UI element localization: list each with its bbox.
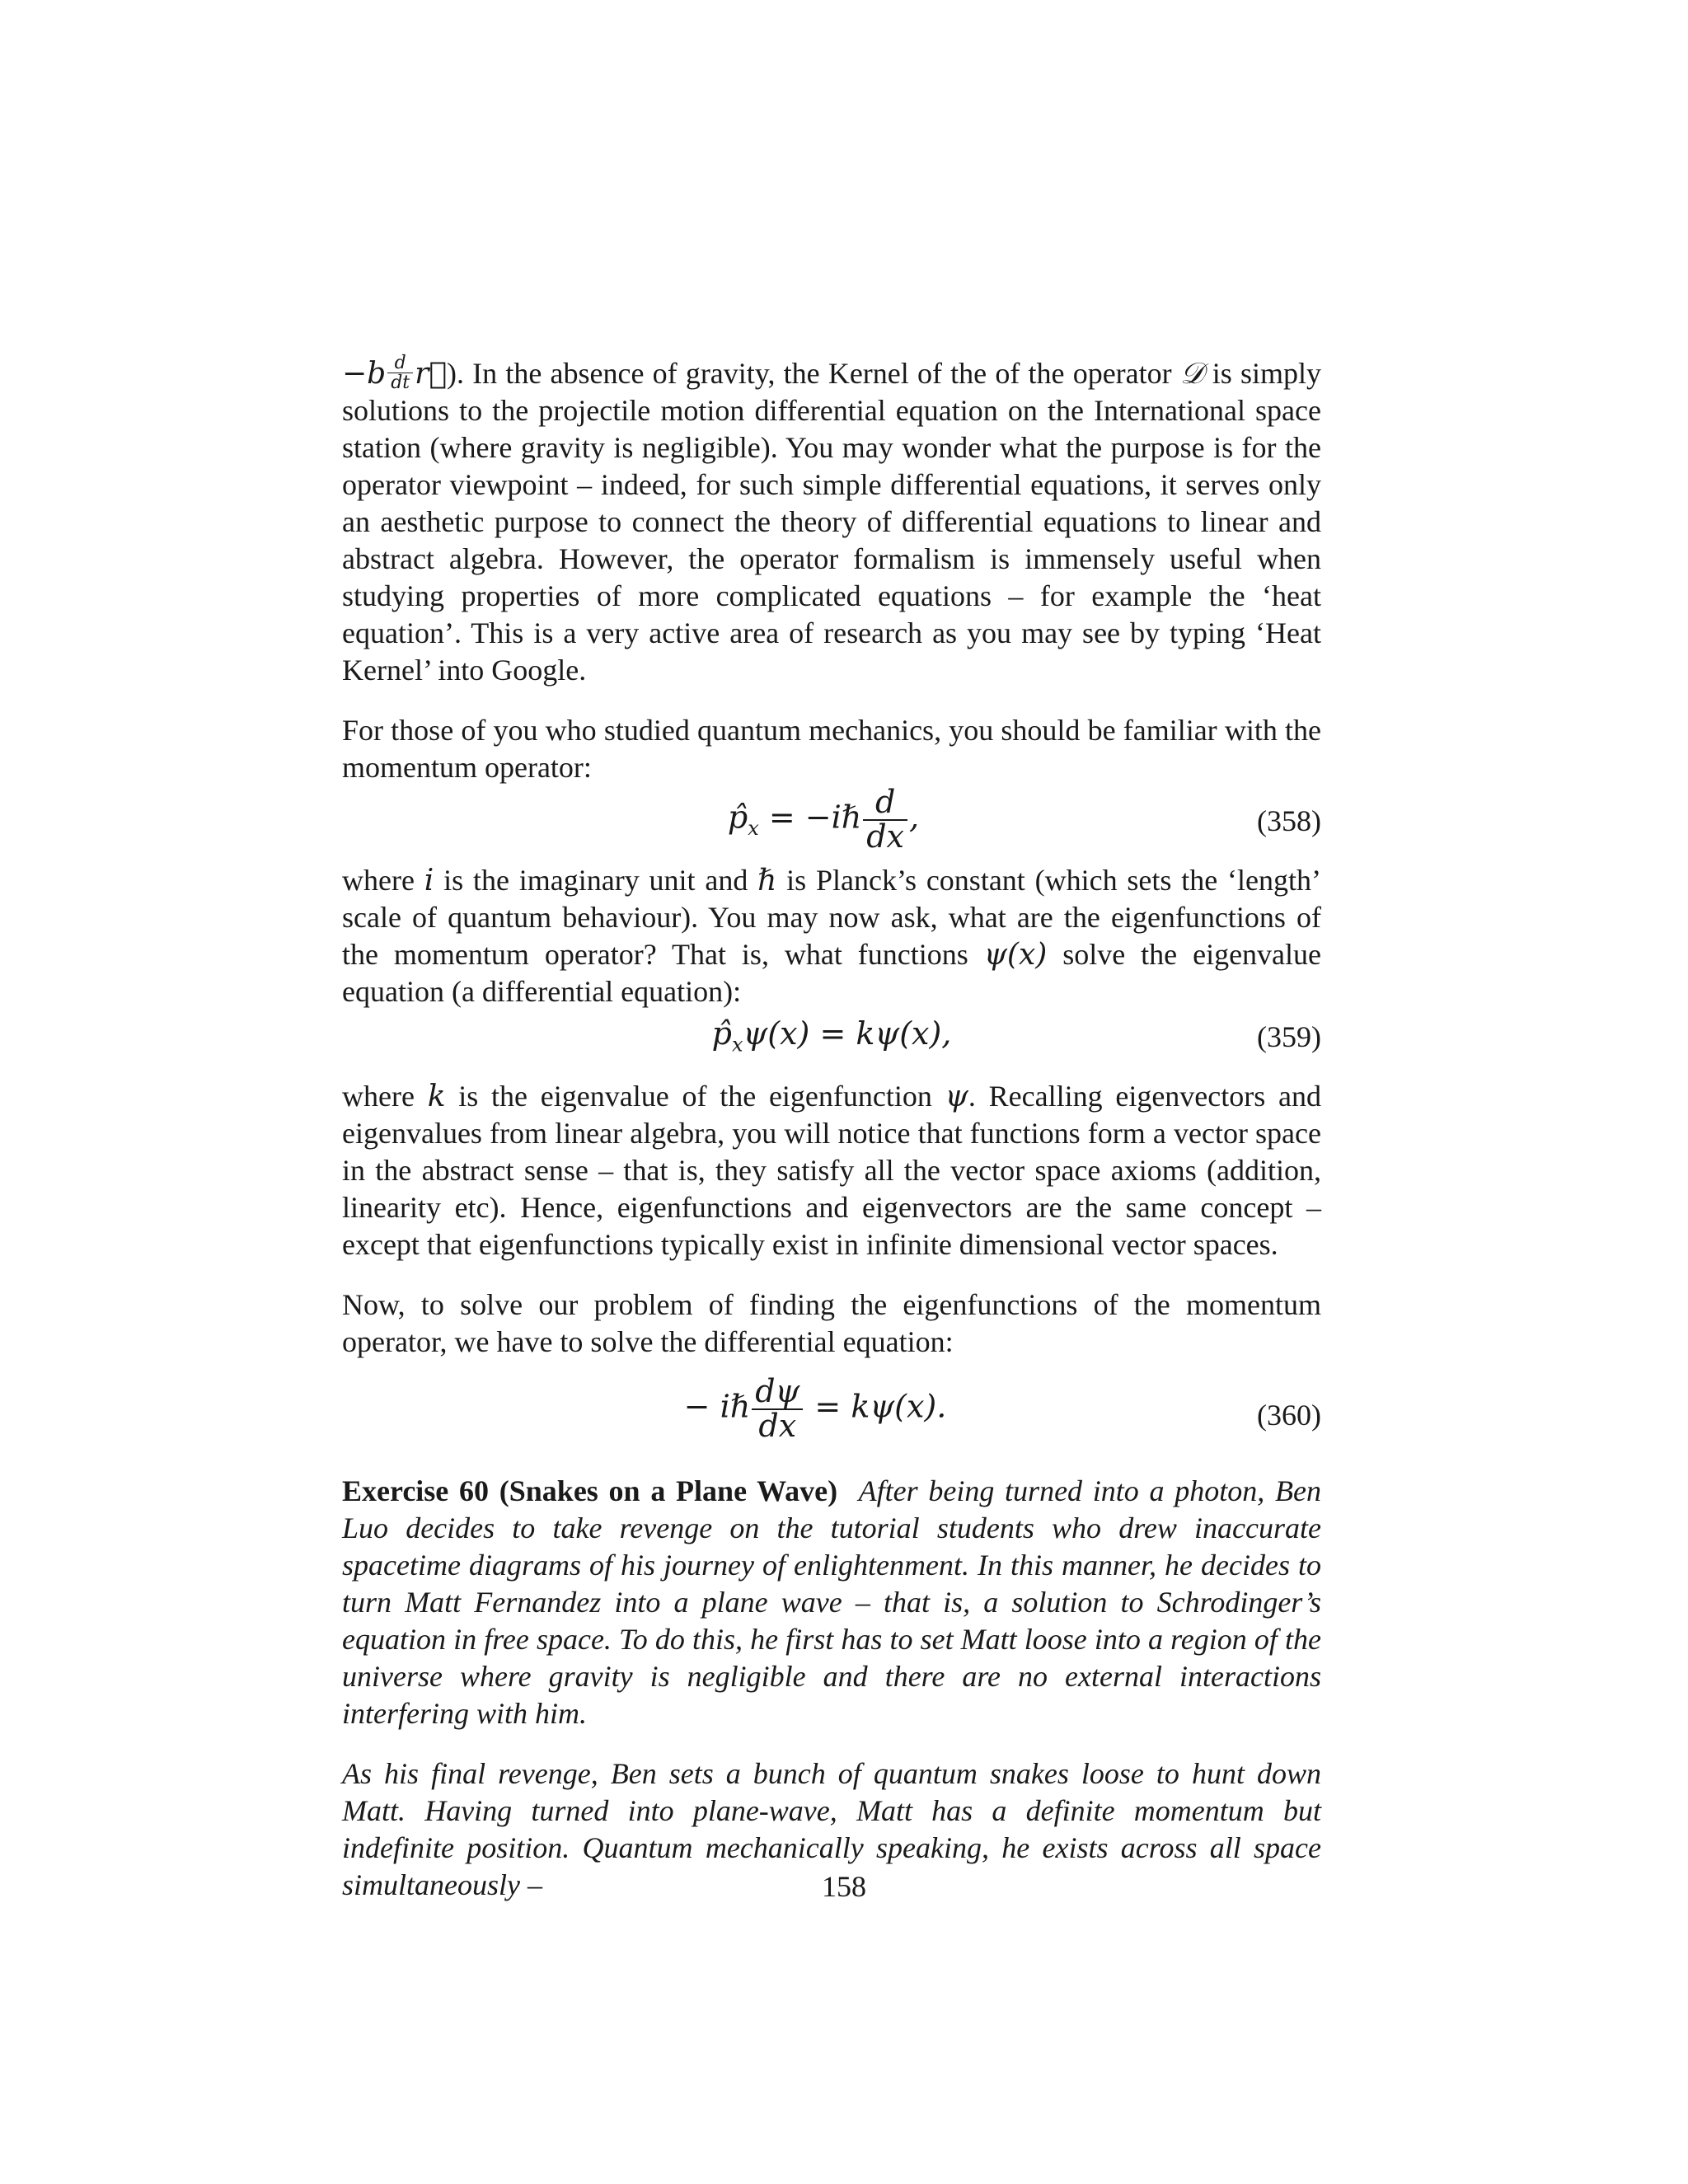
equation-358: $p̂_x$ = −iℏ $\frac{d}{dx}$ , (358) (727, 784, 1321, 855)
math-minus-b: −b (342, 357, 387, 391)
math-operator-D: 𝒟 (1179, 357, 1204, 391)
math-p-hat: p̂ (711, 1015, 732, 1052)
math-fraction-d-dx: $\frac{d}{dx}$ (863, 786, 907, 854)
math-vector-r: r⃗ (415, 357, 447, 391)
paragraph-text: ). In the absence of gravity, the Kernel of the of the operator (446, 357, 1180, 391)
page-content (342, 350, 1321, 1904)
paragraph-text: is simply solutions to the projectile motion differential equation on the International space station (where gravity is negligible). You may wonder what the purpose is for the operator viewpoint – indeed, for such simple differential equations, it serves only an aesthetic purpose to connect the theory of differential equations to linear and abstract algebra. However, the operator formalism is immensely useful when studying properties of more complicated equations – for example the ‘heat equation’. This is a very active area of research as you may see by typing ‘Heat Kernel’ into Google. (342, 357, 1321, 687)
paragraph-eigenfunctions-question: where i is the imaginary unit and ℏ is Planck’s constant (which sets the ‘length’ scale of quantum behaviour). You may now ask, what are the eigenfunctions of the momentum operator? That is, what functions ψ(x) solve the eigenvalue equation (a differential equation): (342, 864, 1322, 1009)
math-p-hat: p̂ (727, 799, 748, 836)
equation-number: (358) (1257, 804, 1321, 838)
equation-number: (359) (1257, 1020, 1321, 1054)
paragraph-solve-de: Now, to solve our problem of finding the eigenfunctions of the momentum operator, we have to solve the differential equation: (342, 1288, 1321, 1359)
math-fraction-dpsi-dx: $\frac{d\psi}{dx}$ (752, 1376, 803, 1443)
equation-number: (360) (1257, 1399, 1321, 1432)
exercise-heading: Exercise 60 (Snakes on a Plane Wave) (342, 1474, 838, 1508)
paragraph-eigenvalue: where k is the eigenvalue of the eigenfunction ψ. Recalling eigenvectors and eigenvalues from linear algebra, you will notice that functions form a vector space in the abstract sense – that is, they satisfy all the vector space axioms (addition, linearity etc). Hence, eigenfunctions and eigenvectors are the same concept – except that eigenfunctions typically exist in infinite dimensional vector spaces. (342, 1080, 1321, 1262)
paragraph-kernel (342, 354, 1321, 689)
page-number: 158 (822, 1870, 866, 1903)
math-fraction-d-dt: $\frac{d}{dt}$ (387, 354, 413, 392)
paragraph-final-revenge: As his final revenge, Ben sets a bunch of quantum snakes loose to hunt down Matt. Having turned into plane-wave, Matt has a definite momentum but indefinite position. Quantum mechanically speaking, he exists across all space simultaneously – (342, 1757, 1321, 1902)
exercise-body: After being turned into a photon, Ben Luo decides to take revenge on the tutorial students who drew inaccurate spacetime diagrams of his journey of enlightenment. In this manner, he decides to turn Matt Fernandez into a plane wave – that is, a solution to Schrodinger’s equation in free space. To do this, he first has to set Matt loose into a region of the universe where gravity is negligible and there are no external interactions interfering with him. (342, 1474, 1321, 1731)
equation-359: $p̂_x\psi(x) = k\psi(x)$, (359) (711, 1015, 1321, 1057)
exercise-60 (342, 1473, 1321, 1732)
equation-360: − iℏ $\frac{d\psi}{dx}$ = kψ(x). (360) (683, 1373, 1321, 1445)
paragraph-momentum-intro: For those of you who studied quantum mechanics, you should be familiar with the momentum operator: (342, 714, 1321, 785)
